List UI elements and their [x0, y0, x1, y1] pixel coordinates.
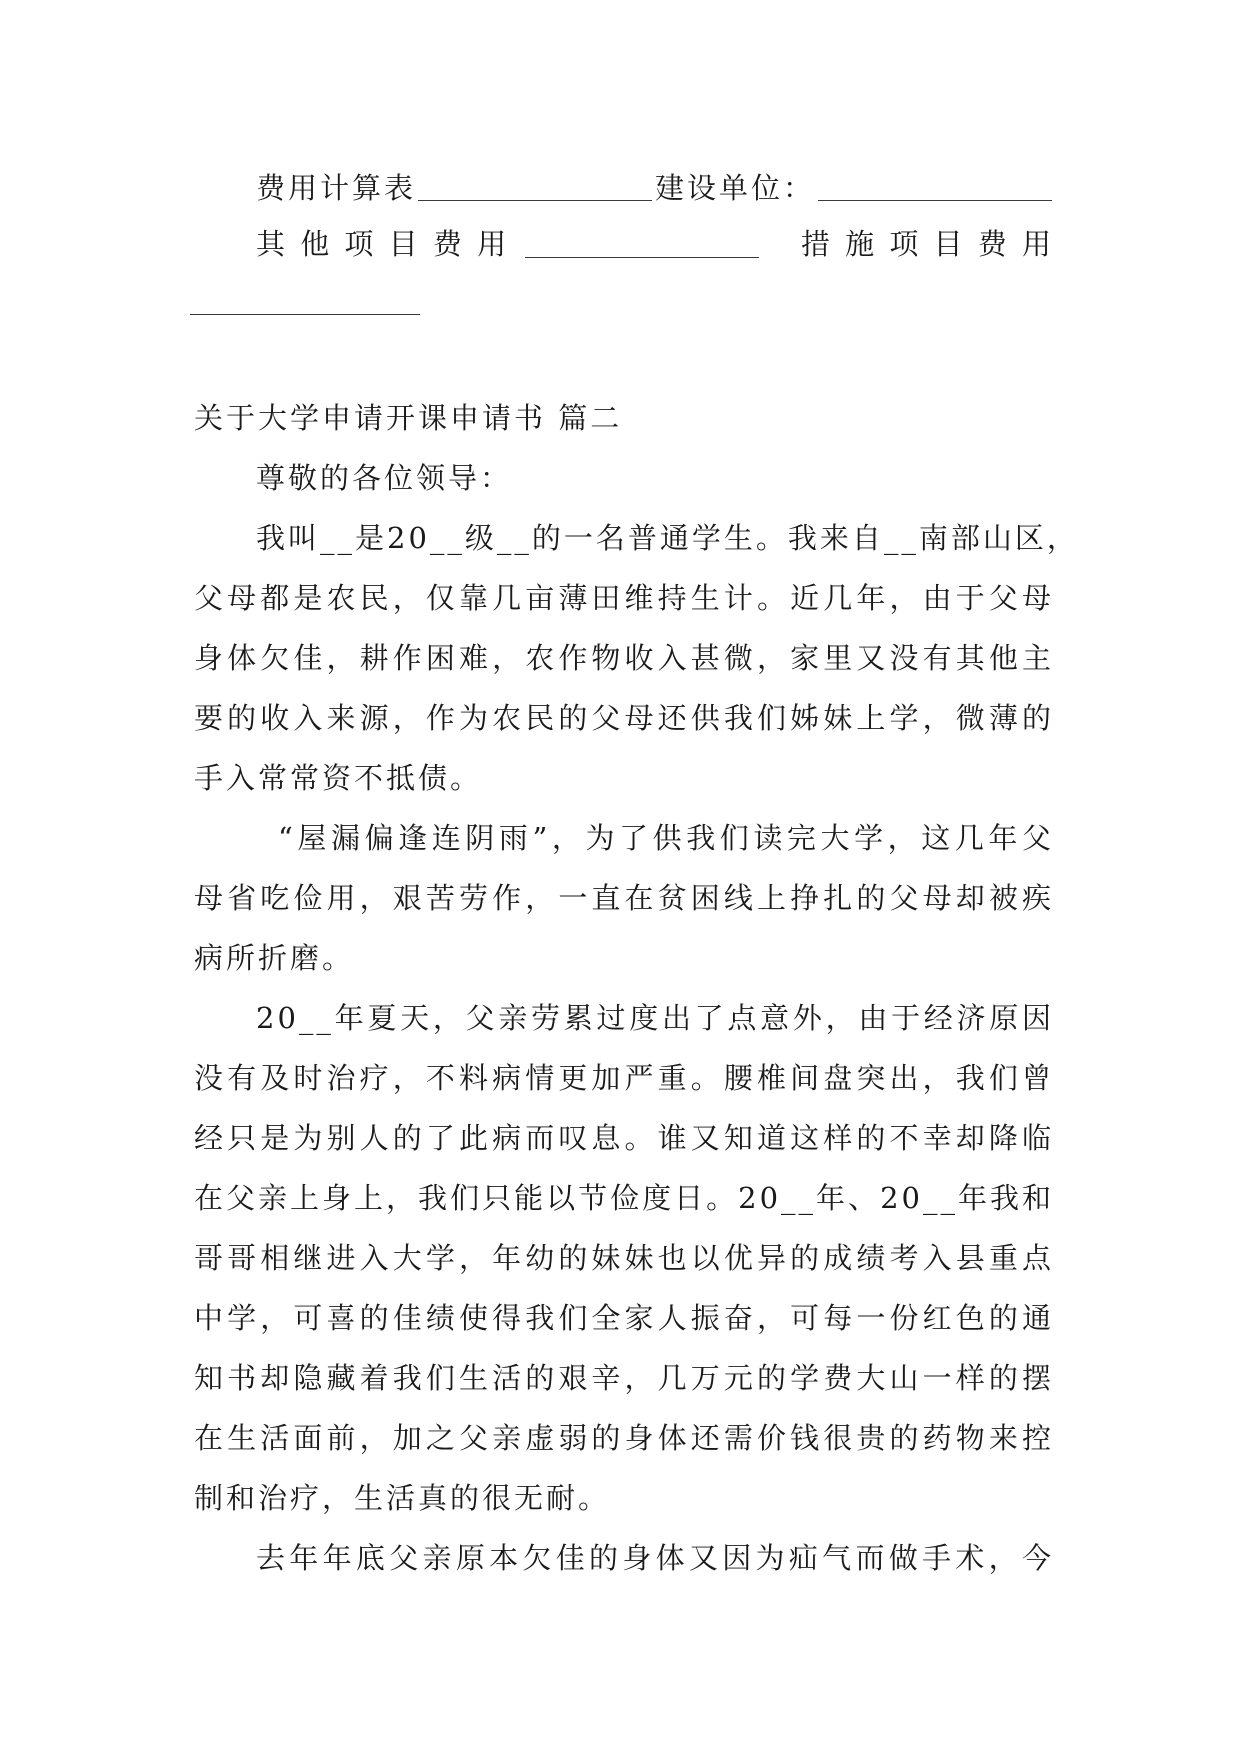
- cost-table-label: 费用计算表: [256, 171, 417, 205]
- body-line: 我叫__是20__级__的一名普通学生。我来自__南部山区，: [256, 521, 1079, 555]
- body-line: 没有及时治疗，不料病情更加严重。腰椎间盘突出，我们曾: [194, 1061, 1054, 1095]
- body-line: 父母都是农民，仅靠几亩薄田维持生计。近几年，由于父母: [194, 581, 1054, 615]
- cost-table-blank: [418, 200, 652, 201]
- body-line: 去年年底父亲原本欠佳的身体又因为疝气而做手术，今: [256, 1541, 1054, 1575]
- body-line: 哥哥相继进入大学，年幼的妹妹也以优异的成绩考入县重点: [194, 1241, 1054, 1275]
- salutation: 尊敬的各位领导：: [256, 461, 513, 495]
- body-line: 身体欠佳，耕作困难，农作物收入甚微，家里又没有其他主: [194, 641, 1054, 675]
- section-title: 关于大学申请开课申请书 篇二: [194, 401, 623, 435]
- body-line: 要的收入来源，作为农民的父母还供我们姊妹上学，微薄的: [194, 701, 1054, 735]
- measure-items-blank: [190, 314, 420, 315]
- other-items-label-wrap: [256, 224, 526, 264]
- body-line: 经只是为别人的了此病而叹息。谁又知道这样的不幸却降临: [194, 1121, 1054, 1155]
- other-items-label: 其 他 项 目 费 用: [256, 227, 510, 261]
- body-line: 20__年夏天，父亲劳累过度出了点意外，由于经济原因: [256, 1001, 1054, 1035]
- construction-unit-label-wrap: [655, 168, 855, 208]
- construction-unit-label: 建设单位：: [655, 171, 816, 205]
- body-line: 中学，可喜的佳绩使得我们全家人振奋，可每一份红色的通: [194, 1301, 1054, 1335]
- body-line: 在父亲上身上，我们只能以节俭度日。20__年、20__年我和: [194, 1181, 1054, 1215]
- other-items-blank: [525, 257, 759, 258]
- measure-items-label: 措 施 项 目 费 用: [800, 227, 1054, 261]
- construction-unit-blank: [818, 200, 1052, 201]
- body-line: 手入常常资不抵债。: [194, 761, 483, 795]
- body-line: 知书却隐藏着我们生活的艰辛，几万元的学费大山一样的摆: [194, 1361, 1054, 1395]
- body-line: “屋漏偏逢连阴雨”，为了供我们读完大学，这几年父: [278, 821, 1054, 855]
- body-line: 在生活面前，加之父亲虚弱的身体还需价钱很贵的药物来控: [194, 1421, 1054, 1455]
- body-line: 制和治疗，生活真的很无耐。: [194, 1481, 611, 1515]
- body-line: 母省吃俭用，艰苦劳作，一直在贫困线上挣扎的父母却被疾: [194, 881, 1054, 915]
- body-line: 病所折磨。: [194, 941, 355, 975]
- measure-items-label-wrap: [790, 224, 1054, 264]
